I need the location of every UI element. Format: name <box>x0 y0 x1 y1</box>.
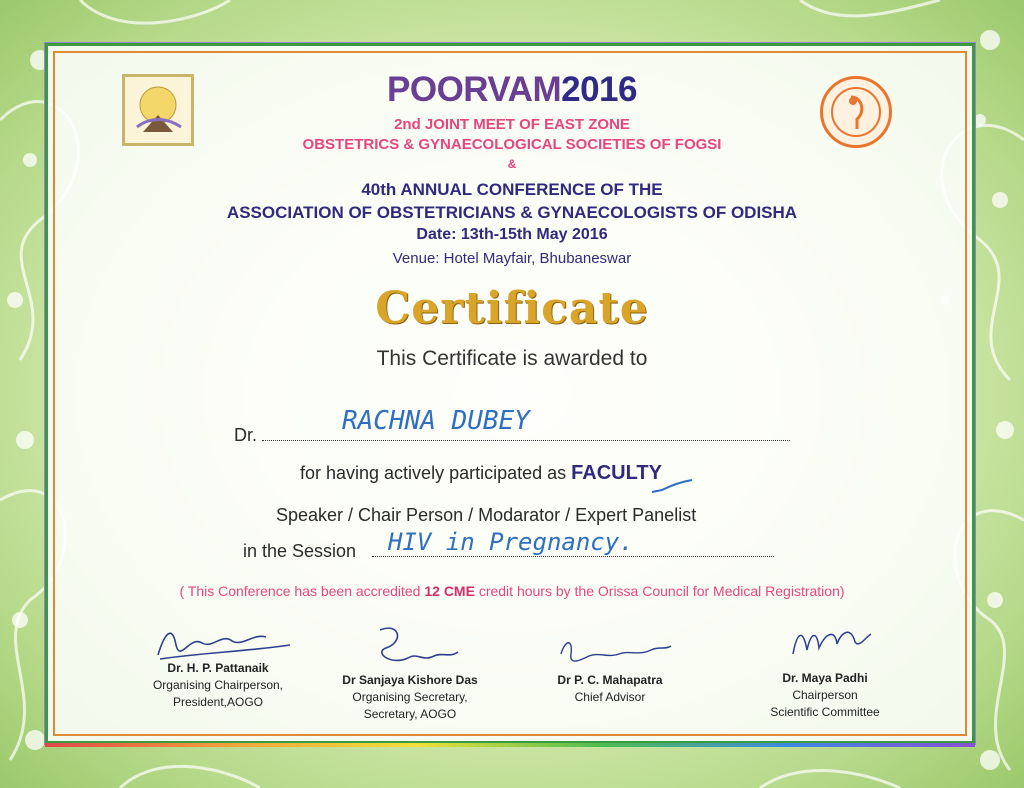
signatory-pattanaik <box>118 660 318 711</box>
rainbow-border-strip <box>45 743 975 747</box>
recipient-name: RACHNA DUBEY <box>342 406 530 436</box>
conference-title <box>0 70 1024 110</box>
conference-year: 2016 <box>561 70 637 109</box>
participation-label: for having actively participated as <box>300 463 567 483</box>
signatory-role: Chairperson <box>792 688 858 702</box>
dr-label: Dr. <box>234 425 258 445</box>
roles-line: Speaker / Chair Person / Modarator / Expert Panelist <box>276 505 697 525</box>
participation-text <box>300 462 662 485</box>
signatory-name: Dr. H. P. Pattanaik <box>167 661 269 675</box>
signatory-role: Organising Secretary, <box>352 690 468 704</box>
ampersand-line: & <box>507 157 517 171</box>
signatory-padhi <box>725 670 925 721</box>
association-line: ASSOCIATION OF OBSTETRICIANS & GYNAECOLOGISTS OF ODISHA <box>226 203 798 222</box>
awarded-text: This Certificate is awarded to <box>376 347 648 370</box>
signature-padhi <box>785 618 875 666</box>
conference-date: Date: 13th-15th May 2016 <box>416 226 608 243</box>
signatory-role: Chief Advisor <box>574 690 646 704</box>
cme-hours: 12 CME <box>424 583 475 599</box>
signatory-role: Secretary, AOGO <box>363 707 457 721</box>
societies-line: OBSTETRICS & GYNAECOLOGICAL SOCIETIES OF FOGSI <box>302 136 722 153</box>
cme-suffix: credit hours by the Orissa Council for Medical Registration) <box>474 583 845 599</box>
signatory-das <box>310 672 510 723</box>
certificate-heading: Certificate <box>375 283 649 334</box>
annual-conference-line: 40th ANNUAL CONFERENCE OF THE <box>361 180 663 199</box>
cme-accreditation <box>0 583 1024 599</box>
cme-prefix: ( This Conference has been accredited <box>179 583 425 599</box>
checkmark-icon <box>648 478 698 498</box>
signatory-role: Scientific Committee <box>770 705 880 719</box>
signature-mahapatra <box>555 632 675 672</box>
session-label: in the Session <box>243 541 357 561</box>
conference-name: POORVAM <box>387 70 562 109</box>
conference-venue: Venue: Hotel Mayfair, Bhubaneswar <box>392 250 632 267</box>
signature-das <box>360 618 470 673</box>
signatory-role: Organising Chairperson, <box>152 678 284 692</box>
signatory-role: President,AOGO <box>172 695 264 709</box>
recipient-dotted-line <box>262 440 790 441</box>
faculty-role: FACULTY <box>571 462 662 484</box>
joint-meet-line: 2nd JOINT MEET OF EAST ZONE <box>394 116 630 133</box>
signatory-name: Dr P. C. Mahapatra <box>557 673 663 687</box>
signatory-name: Dr Sanjaya Kishore Das <box>342 673 478 687</box>
signatory-name: Dr. Maya Padhi <box>782 671 868 685</box>
signatory-mahapatra <box>510 672 710 706</box>
session-dotted-line <box>372 556 774 557</box>
session-topic: HIV in Pregnancy. <box>388 528 634 556</box>
